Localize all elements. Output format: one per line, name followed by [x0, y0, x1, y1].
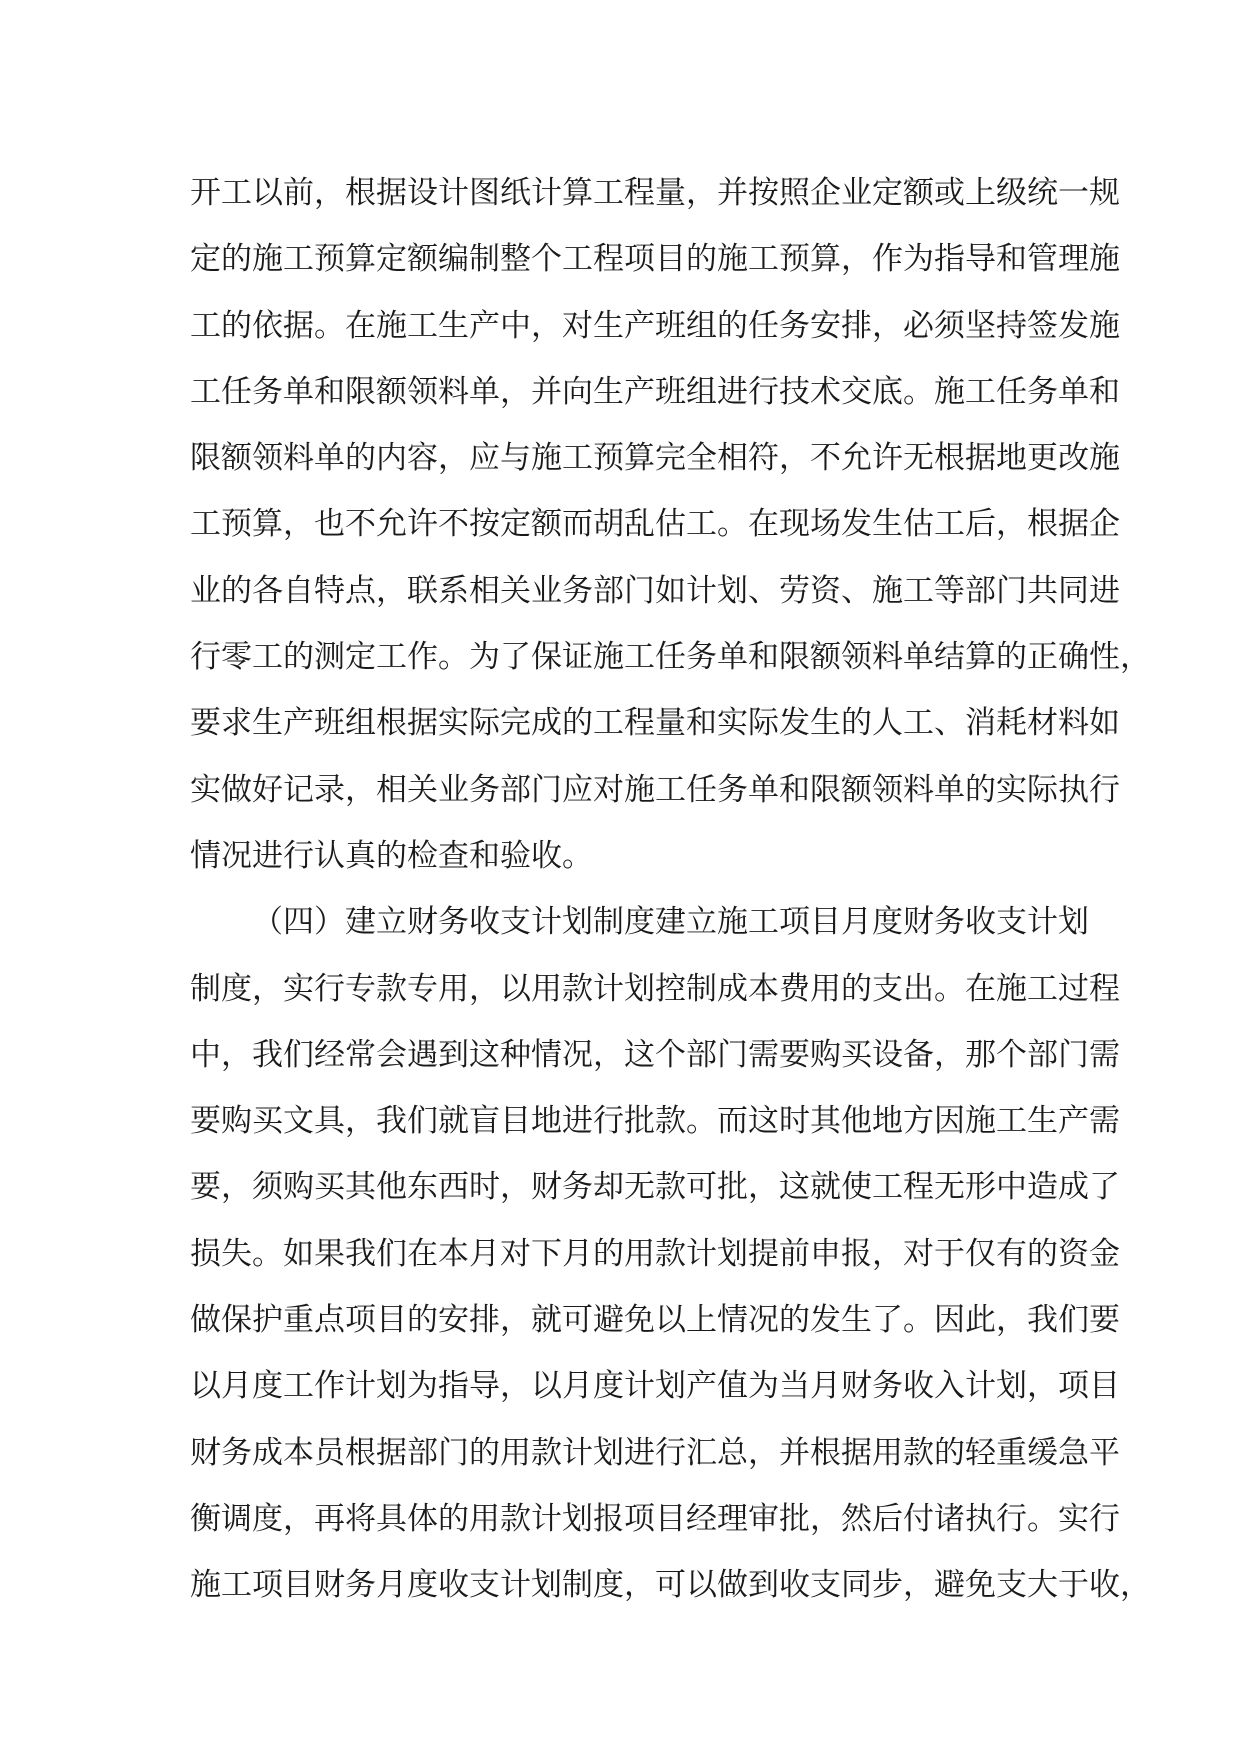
- text-line: 要，须购买其他东西时，财务却无款可批，这就使工程无形中造成了: [190, 1169, 1120, 1206]
- text-line: 衡调度，再将具体的用款计划报项目经理审批，然后付诸执行。实行: [190, 1500, 1120, 1537]
- text-line: 实做好记录，相关业务部门应对施工任务单和限额领料单的实际执行: [190, 771, 1120, 808]
- text-line: 工任务单和限额领料单，并向生产班组进行技术交底。施工任务单和: [190, 373, 1120, 410]
- text-line: 业的各自特点，联系相关业务部门如计划、劳资、施工等部门共同进: [190, 572, 1120, 609]
- paragraph: [190, 160, 1151, 889]
- text-line: 财务成本员根据部门的用款计划进行汇总，并根据用款的轻重缓急平: [190, 1434, 1120, 1471]
- text-line: 施工项目财务月度收支计划制度，可以做到收支同步，避免支大于收，: [190, 1567, 1151, 1604]
- text-line: 做保护重点项目的安排，就可避免以上情况的发生了。因此，我们要: [190, 1302, 1120, 1339]
- text-line: 制度，实行专款专用，以用款计划控制成本费用的支出。在施工过程: [190, 970, 1120, 1007]
- text-line: （四）建立财务收支计划制度建立施工项目月度财务收支计划: [252, 904, 1089, 941]
- text-line: 以月度工作计划为指导，以月度计划产值为当月财务收入计划，项目: [190, 1368, 1120, 1405]
- body-text: [190, 160, 1151, 1619]
- text-line: 工预算，也不允许不按定额而胡乱估工。在现场发生估工后，根据企: [190, 506, 1120, 543]
- text-line: 要购买文具，我们就盲目地进行批款。而这时其他地方因施工生产需: [190, 1103, 1120, 1140]
- text-line: 中，我们经常会遇到这种情况，这个部门需要购买设备，那个部门需: [190, 1036, 1120, 1073]
- paragraph: [190, 889, 1151, 1618]
- text-line: 定的施工预算定额编制整个工程项目的施工预算，作为指导和管理施: [190, 241, 1120, 278]
- text-line: 要求生产班组根据实际完成的工程量和实际发生的人工、消耗材料如: [190, 705, 1120, 742]
- text-line: 行零工的测定工作。为了保证施工任务单和限额领料单结算的正确性，: [190, 639, 1151, 676]
- text-line: 限额领料单的内容，应与施工预算完全相符，不允许无根据地更改施: [190, 440, 1120, 477]
- text-line: 开工以前，根据设计图纸计算工程量，并按照企业定额或上级统一规: [190, 175, 1120, 211]
- text-line: 情况进行认真的检查和验收。: [190, 837, 593, 874]
- text-line: 工的依据。在施工生产中，对生产班组的任务安排，必须坚持签发施: [190, 307, 1120, 344]
- text-line: 损失。如果我们在本月对下月的用款计划提前申报，对于仅有的资金: [190, 1235, 1120, 1272]
